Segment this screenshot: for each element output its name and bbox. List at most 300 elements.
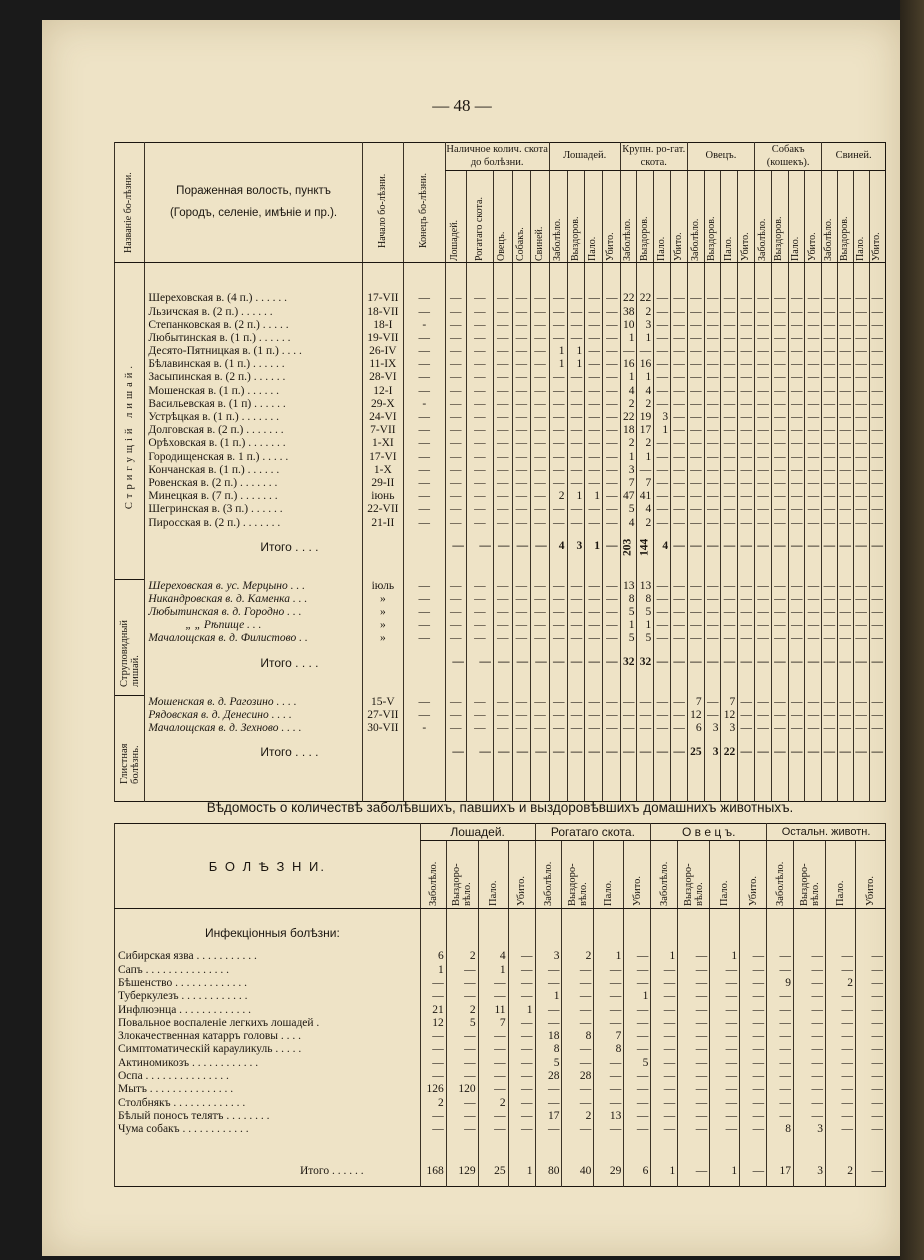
event-count: — <box>755 490 772 503</box>
start-date: 1-X <box>362 464 403 477</box>
place-name: Пиросская в. (2 п.) . . . . . . . <box>145 517 362 530</box>
gap-cell <box>822 769 838 801</box>
present-count: — <box>445 504 466 517</box>
event-count: — <box>585 358 603 371</box>
event-count: — <box>853 385 869 398</box>
event-count: 1 <box>585 490 603 503</box>
event-count: 19 <box>637 411 654 424</box>
summary-count: — <box>594 1017 624 1030</box>
group-total-value: — <box>853 646 869 680</box>
event-count: — <box>869 345 885 358</box>
summary-count: 28 <box>535 1070 562 1083</box>
summary-count: — <box>562 1044 594 1057</box>
gap-cell <box>771 564 788 580</box>
summary-count: — <box>624 977 651 990</box>
summary-count: — <box>740 1083 767 1096</box>
event-count: — <box>671 709 688 722</box>
event-count: — <box>853 451 869 464</box>
summary-count: — <box>420 1070 446 1083</box>
disease-name: Сапъ . . . . . . . . . . . . . . . <box>115 964 421 977</box>
start-date: 7-VII <box>362 424 403 437</box>
event-count: 1 <box>654 424 671 437</box>
group-total-value: — <box>466 735 493 769</box>
event-count: — <box>549 606 567 619</box>
present-count: — <box>512 372 531 385</box>
event-count: — <box>805 306 822 319</box>
col-end: Конецъ бо-лѣзни. <box>403 143 445 263</box>
event-count: — <box>755 358 772 371</box>
event-count: — <box>637 722 654 735</box>
event-count: — <box>755 593 772 606</box>
event-count: — <box>788 722 805 735</box>
end-date: — <box>403 411 445 424</box>
group-total-value: — <box>687 646 704 680</box>
summary-count: — <box>562 1017 594 1030</box>
event-count: — <box>788 358 805 371</box>
event-count: — <box>654 372 671 385</box>
table-row <box>115 1083 886 1096</box>
present-count: — <box>531 633 550 646</box>
event-count: — <box>822 345 838 358</box>
present-count: — <box>531 593 550 606</box>
present-count: — <box>445 490 466 503</box>
summary-count: — <box>767 1004 794 1017</box>
event-count: — <box>853 345 869 358</box>
present-sub-header <box>493 171 512 263</box>
summary-count: — <box>740 964 767 977</box>
event-count: — <box>738 619 755 632</box>
present-count: — <box>512 358 531 371</box>
table-row <box>115 977 886 990</box>
present-count: — <box>531 306 550 319</box>
summary-count: 1 <box>624 990 651 1003</box>
summary-total-row <box>115 1157 886 1187</box>
event-count: — <box>771 398 788 411</box>
event-count: — <box>585 424 603 437</box>
summary-count: — <box>478 1057 508 1070</box>
place-name: Шегринская в. (3 п.) . . . . . . <box>145 504 362 517</box>
present-count: — <box>445 398 466 411</box>
event-count: — <box>704 517 721 530</box>
place-name: Ровенская в. (2 п.) . . . . . . . <box>145 477 362 490</box>
summary-table <box>114 823 886 1187</box>
present-count: — <box>466 293 493 306</box>
summary-count: — <box>535 1017 562 1030</box>
summary-count: — <box>446 1097 478 1110</box>
event-count: — <box>788 424 805 437</box>
spacer-cell <box>822 263 838 293</box>
event-count: — <box>549 438 567 451</box>
gap-cell <box>869 769 885 801</box>
summary-count: — <box>624 951 651 964</box>
event-count: — <box>738 345 755 358</box>
section-empty-cell <box>826 909 856 951</box>
summary-count: — <box>794 1097 826 1110</box>
event-count: — <box>805 372 822 385</box>
disease-group-label: Струповидный лишай. <box>118 619 141 687</box>
present-count: — <box>445 633 466 646</box>
summary-count: 1 <box>594 951 624 964</box>
event-count: — <box>755 709 772 722</box>
section-empty-cell <box>535 909 562 951</box>
summary-count: — <box>478 990 508 1003</box>
group-total-row <box>115 646 886 680</box>
section-empty-cell <box>478 909 508 951</box>
summary-count: — <box>535 1123 562 1136</box>
event-count: — <box>853 709 869 722</box>
event-count: 13 <box>637 580 654 593</box>
total-start-empty <box>362 530 403 564</box>
event-count: 1 <box>637 619 654 632</box>
summary-count: — <box>826 1110 856 1123</box>
summary-count: — <box>826 1083 856 1096</box>
present-count: — <box>466 619 493 632</box>
event-count: — <box>869 424 885 437</box>
table-row <box>115 722 886 735</box>
event-count: — <box>687 293 704 306</box>
summary-count: 1 <box>508 1004 535 1017</box>
event-count: — <box>738 424 755 437</box>
event-count: — <box>771 709 788 722</box>
event-count: — <box>738 606 755 619</box>
summary-count: — <box>535 1097 562 1110</box>
event-count: — <box>738 633 755 646</box>
table-row <box>115 1017 886 1030</box>
event-count: — <box>602 398 620 411</box>
event-count: — <box>771 424 788 437</box>
gap-cell <box>620 564 637 580</box>
present-count: — <box>493 709 512 722</box>
event-count: — <box>602 319 620 332</box>
event-count: — <box>822 424 838 437</box>
event-count: — <box>637 696 654 709</box>
summary-count: — <box>508 1083 535 1096</box>
end-date: — <box>403 451 445 464</box>
start-date: 26-IV <box>362 345 403 358</box>
event-count: — <box>549 332 567 345</box>
summary-count: — <box>826 951 856 964</box>
event-count: — <box>869 619 885 632</box>
summary-sub-header <box>594 841 624 909</box>
event-count: — <box>687 477 704 490</box>
summary-count: — <box>508 977 535 990</box>
event-count: — <box>805 490 822 503</box>
event-count: — <box>721 306 738 319</box>
event-count: — <box>654 358 671 371</box>
event-count: — <box>853 358 869 371</box>
summary-total-value: 80 <box>535 1157 562 1187</box>
summary-count: — <box>651 1057 678 1070</box>
event-count: — <box>788 306 805 319</box>
event-count: — <box>671 464 688 477</box>
present-count: — <box>493 606 512 619</box>
end-date: — <box>403 424 445 437</box>
event-count: — <box>869 633 885 646</box>
group-total-value: — <box>654 735 671 769</box>
event-count: 2 <box>637 398 654 411</box>
table-row <box>115 504 886 517</box>
gap-cell <box>805 680 822 696</box>
spacer-cell <box>567 263 585 293</box>
event-count: — <box>788 490 805 503</box>
present-count: — <box>531 477 550 490</box>
present-count: — <box>512 580 531 593</box>
place-name: Кончанская в. (1 п.) . . . . . . <box>145 464 362 477</box>
summary-count: 120 <box>446 1083 478 1096</box>
event-count: — <box>671 411 688 424</box>
event-count: — <box>869 385 885 398</box>
total-end-empty <box>403 530 445 564</box>
summary-count: — <box>710 964 740 977</box>
event-count: — <box>755 696 772 709</box>
disease-name: Столбнякъ . . . . . . . . . . . . . <box>115 1097 421 1110</box>
present-count: — <box>445 722 466 735</box>
present-count: — <box>512 619 531 632</box>
summary-count: — <box>624 1097 651 1110</box>
summary-count: — <box>446 1123 478 1136</box>
event-count: — <box>853 438 869 451</box>
event-count: — <box>755 398 772 411</box>
present-count: — <box>531 293 550 306</box>
group-total-value: 32 <box>637 646 654 680</box>
summary-count: — <box>710 1044 740 1057</box>
event-count: — <box>788 372 805 385</box>
table-row <box>115 438 886 451</box>
summary-sub-header <box>508 841 535 909</box>
present-count: — <box>512 293 531 306</box>
event-count: 22 <box>637 293 654 306</box>
event-count: 7 <box>637 477 654 490</box>
summary-count: — <box>794 1083 826 1096</box>
group-total-value: — <box>549 646 567 680</box>
event-count: — <box>869 490 885 503</box>
present-count: — <box>512 696 531 709</box>
event-sub-header <box>869 171 885 263</box>
event-count: — <box>687 358 704 371</box>
event-count: — <box>704 411 721 424</box>
group-total-value: 1 <box>585 530 603 564</box>
summary-count: — <box>794 1057 826 1070</box>
event-count: — <box>549 424 567 437</box>
group-total-value: — <box>838 646 854 680</box>
event-count: — <box>585 319 603 332</box>
event-count: — <box>585 580 603 593</box>
summary-title: Вѣдомость о количествѣ заболѣвшихъ, павшихъ и выздоровѣвшихъ домашнихъ животныхъ. <box>206 800 794 815</box>
event-count: — <box>567 517 585 530</box>
gap-cell <box>788 769 805 801</box>
event-count: — <box>838 490 854 503</box>
table-row <box>115 1057 886 1070</box>
gap-cell <box>512 769 531 801</box>
event-count: — <box>654 490 671 503</box>
event-sub-header <box>805 171 822 263</box>
summary-count: — <box>420 1123 446 1136</box>
gap-cell <box>403 769 445 801</box>
summary-sub-label: Убито. <box>747 875 759 906</box>
summary-count: — <box>446 990 478 1003</box>
event-count: — <box>721 477 738 490</box>
present-count: — <box>493 696 512 709</box>
event-count: — <box>771 580 788 593</box>
table-row <box>115 1070 886 1083</box>
event-count: — <box>853 606 869 619</box>
event-count: 1 <box>567 345 585 358</box>
place-name: Мошенская в. (1 п.) . . . . . . <box>145 385 362 398</box>
event-count: 3 <box>637 319 654 332</box>
event-count: — <box>567 306 585 319</box>
present-count: — <box>445 372 466 385</box>
summary-count: — <box>594 1123 624 1136</box>
summary-sub-header <box>710 841 740 909</box>
group-total-value: — <box>788 735 805 769</box>
event-count: — <box>805 411 822 424</box>
gap-cell <box>654 564 671 580</box>
event-sub-label: Убито. <box>871 231 883 261</box>
event-count: — <box>755 633 772 646</box>
summary-sub-header <box>794 841 826 909</box>
present-count: — <box>531 722 550 735</box>
event-count: — <box>567 411 585 424</box>
disease-name: Бѣлый поносъ телятъ . . . . . . . . <box>115 1110 421 1123</box>
event-count: — <box>771 464 788 477</box>
summary-sub-header <box>624 841 651 909</box>
event-sub-header <box>687 171 704 263</box>
gap-cell <box>687 680 704 696</box>
event-count: — <box>738 319 755 332</box>
event-count: — <box>721 358 738 371</box>
summary-count: — <box>740 1057 767 1070</box>
event-count: — <box>567 372 585 385</box>
summary-count: — <box>710 1070 740 1083</box>
summary-count: — <box>678 1110 710 1123</box>
gap-cell <box>838 680 854 696</box>
group-total-value: 144 <box>637 530 654 564</box>
event-count: — <box>721 438 738 451</box>
summary-count: — <box>794 1030 826 1043</box>
gap-cell <box>493 680 512 696</box>
summary-count: 21 <box>420 1004 446 1017</box>
event-count: — <box>805 477 822 490</box>
gap-cell <box>855 1137 885 1157</box>
event-count: — <box>822 372 838 385</box>
summary-count: — <box>508 1057 535 1070</box>
gap-cell <box>671 769 688 801</box>
event-count: — <box>771 477 788 490</box>
summary-count: — <box>508 1070 535 1083</box>
table-row <box>115 372 886 385</box>
present-sub-label: Собакъ. <box>515 226 527 261</box>
section-empty-cell <box>651 909 678 951</box>
event-count: — <box>602 451 620 464</box>
event-count: — <box>704 580 721 593</box>
event-count: — <box>805 464 822 477</box>
summary-count: 1 <box>420 964 446 977</box>
event-count: — <box>585 606 603 619</box>
group-total-value: — <box>531 530 550 564</box>
summary-count: 4 <box>478 951 508 964</box>
event-count: 1 <box>637 372 654 385</box>
event-count: — <box>771 293 788 306</box>
summary-sub-header <box>651 841 678 909</box>
present-count: — <box>512 709 531 722</box>
summary-sub-label: Убито. <box>864 875 876 906</box>
spacer-cell <box>869 263 885 293</box>
summary-count: — <box>651 1123 678 1136</box>
event-count: — <box>567 633 585 646</box>
table-row <box>115 477 886 490</box>
summary-count: — <box>710 977 740 990</box>
start-date: 1-XI <box>362 438 403 451</box>
summary-count: — <box>651 977 678 990</box>
event-count: — <box>805 385 822 398</box>
event-count: — <box>771 633 788 646</box>
summary-count: — <box>594 1097 624 1110</box>
summary-count: — <box>562 1057 594 1070</box>
event-count: — <box>853 398 869 411</box>
event-count: — <box>755 424 772 437</box>
event-count: — <box>687 593 704 606</box>
group-total-value: — <box>805 646 822 680</box>
event-count: — <box>687 424 704 437</box>
event-sub-header <box>721 171 738 263</box>
summary-count: — <box>855 964 885 977</box>
event-count: — <box>549 319 567 332</box>
summary-sub-label: Выздоро-вѣло. <box>451 862 474 906</box>
summary-count: — <box>508 1110 535 1123</box>
summary-count: 6 <box>420 951 446 964</box>
summary-count: — <box>855 1017 885 1030</box>
event-count: — <box>771 722 788 735</box>
event-count: — <box>853 593 869 606</box>
present-sub-label: Овецъ. <box>496 231 508 261</box>
gap-cell <box>869 564 885 580</box>
present-count: — <box>466 517 493 530</box>
group-total-value: — <box>704 530 721 564</box>
present-sub-header <box>466 171 493 263</box>
event-count: — <box>853 477 869 490</box>
event-count: 3 <box>654 411 671 424</box>
summary-count: — <box>767 1044 794 1057</box>
group-total-value: — <box>838 735 854 769</box>
present-count: — <box>445 332 466 345</box>
group-total-value: — <box>788 646 805 680</box>
table-row <box>115 385 886 398</box>
group-total-value: — <box>805 530 822 564</box>
end-date: — <box>403 345 445 358</box>
group-total-value: — <box>493 646 512 680</box>
event-count: — <box>822 438 838 451</box>
table-row <box>115 1097 886 1110</box>
event-sub-label: Убито. <box>739 231 751 261</box>
summary-sub-header <box>826 841 856 909</box>
section-empty-cell <box>710 909 740 951</box>
event-count: — <box>771 504 788 517</box>
summary-total-value: 6 <box>624 1157 651 1187</box>
event-count: — <box>838 385 854 398</box>
event-count: — <box>822 722 838 735</box>
gap-cell <box>567 769 585 801</box>
event-count: — <box>602 722 620 735</box>
event-sub-label: Заболѣло. <box>756 218 768 261</box>
summary-count: 8 <box>535 1044 562 1057</box>
event-count: — <box>838 398 854 411</box>
group-total-row <box>115 735 886 769</box>
event-count: 2 <box>637 306 654 319</box>
place-name: Десято-Пятницкая в. (1 п.) . . . . <box>145 345 362 358</box>
group-total-value: — <box>493 530 512 564</box>
group-total-value: — <box>445 646 466 680</box>
group-total-value: — <box>788 530 805 564</box>
